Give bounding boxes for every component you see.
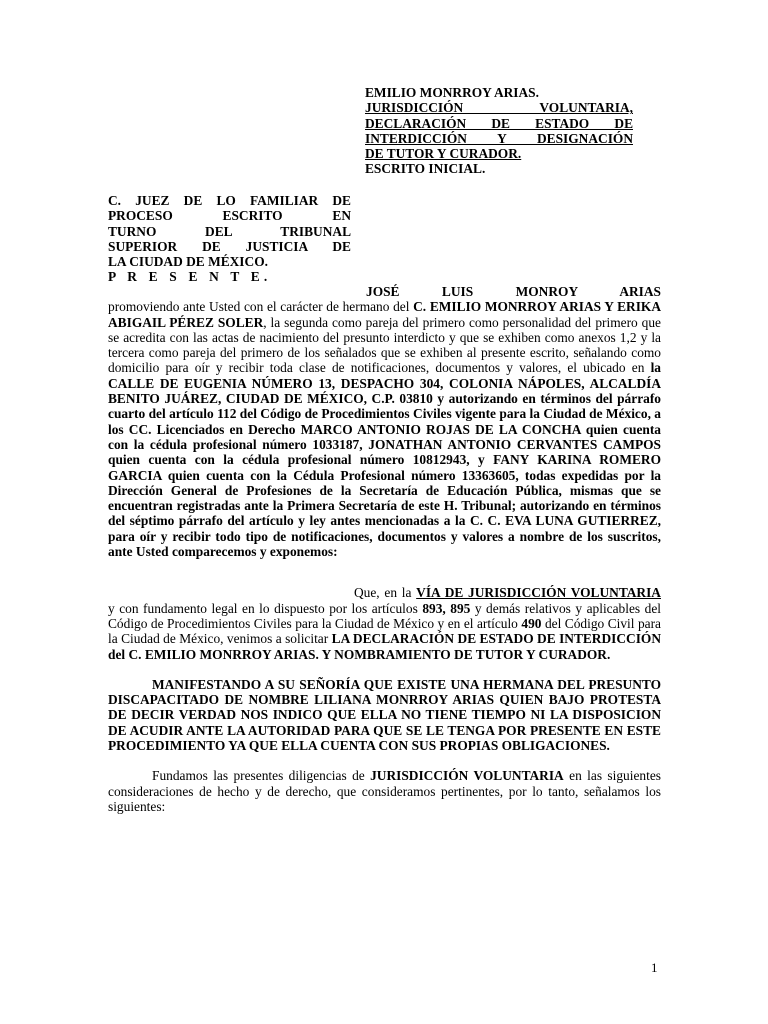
paragraph-bold-text: 490 [521,615,542,631]
paragraph-bold-text: la CALLE DE EUGENIA NÚMERO 13, DESPACHO 304, COLONIA NÁPOLES, ALCALDÍA BENITO JUÁREZ, CIUDAD DE MÉXICO, C.P. 03810 y autorizando en términos del párrafo cuarto del artículo 112 del Código de Procedimientos Civiles vigente para la Ciudad de México, a los CC. Licenciados en Derecho MARCO ANTONIO ROJAS DE LA CONCHA quien cuenta con la cédula profesional número 1033187, JONATHAN ANTONIO CERVANTES CAMPOS quien cuenta con la cédula profesional número 10812943, y FANY KARINA ROMERO GARCIA quien cuenta con la Cédula Profesional número 13363605, todas expedidas por la Dirección General de Profesiones de la Secretaría de Educación Pública, mismas que se encuentran registradas ante la Primera Secretaría de este H. Tribunal; autorizando en términos del séptimo párrafo del artículo y ley antes mencionadas a la C. C. EVA LUNA GUTIERREZ, para oír y recibir todo tipo de notificaciones, documentos y valores a nombre de los suscritos, ante Usted comparecemos y exponemos: [108,360,661,560]
header-document-type: ESCRITO INICIAL. [365,161,486,177]
header-party-name: EMILIO MONRROY ARIAS. [365,85,539,100]
promovente-name: JOSÉ LUIS MONROY ARIAS [366,284,661,299]
addressee-line: PROCESO ESCRITO EN [108,208,351,224]
addressee-block [108,193,351,285]
addressee-line: SUPERIOR DE JUSTICIA DE [108,238,351,254]
page-number: 1 [651,960,658,975]
paragraph-text: , la segunda como pareja del primero como personalidad del primero que se acredita con las actas de nacimiento del presunto interdicto y que se exhiben como anexos 1,2 y la tercera como pareja del primero de los señalados que se exhiben al presente escrito, señalando como domicilio para oír y recibir toda clase de notificaciones, documentos y valores, el ubicado en [108,314,662,376]
addressee-line: TURNO DEL TRIBUNAL [108,223,351,239]
paragraph-text: del Código Civil para la Ciudad de México, venimos a solicitar [108,615,662,647]
paragraph-manifestacion: MANIFESTANDO A SU SEÑORÍA QUE EXISTE UNA HERMANA DEL PRESUNTO DISCAPACITADO DE NOMBRE LILIANA MONRROY ARIAS QUIEN BAJO PROTESTA DE DECIR VERDAD NOS INDICO QUE ELLA NO TIENE TIEMPO NI LA DISPOSICION DE ACUDIR ANTE LA AUTORIDAD PARA QUE SE LE TENGA POR PRESENTE EN ESTE PROCEDIMIENTO YA QUE ELLA CUENTA CON SUS PROPIAS OBLIGACIONES. [108,676,661,754]
paragraph-text: y con fundamento legal en lo dispuesto por los artículos [108,600,423,616]
paragraph-text: promoviendo ante Usted con el carácter de hermano del [108,299,414,315]
header-declaration-line: DECLARACIÓN DE ESTADO DE [365,115,633,131]
paragraph-bold-text: LA DECLARACIÓN DE ESTADO DE INTERDICCIÓN del C. EMILIO MONRROY ARIAS. Y NOMBRAMIENTO DE TUTOR Y CURADOR. [108,631,661,662]
paragraph-solicitud [108,585,661,661]
paragraph-promovente [108,284,661,559]
case-header [365,85,633,177]
header-interdiction-line: INTERDICCIÓN Y DESIGNACIÓN [365,130,633,146]
addressee-line: LA CIUDAD DE MÉXICO. [108,254,268,270]
paragraph-bold-text: JURISDICCIÓN VOLUNTARIA [370,768,564,784]
addressee-presente: P R E S E N T E. [108,269,272,285]
document-body [108,284,661,814]
header-tutor-line: DE TUTOR Y CURADOR. [365,146,522,162]
paragraph-fundamento [108,768,661,814]
paragraph-bold-text: 893, 895 [422,600,471,616]
paragraph-text: Fundamos las presentes diligencias de [152,768,371,784]
paragraph-text: Que, en la [354,585,417,601]
paragraph-bold-text: C. EMILIO MONRROY ARIAS Y ERIKA ABIGAIL PÉREZ SOLER [108,299,661,330]
paragraph-text: en las siguientes consideraciones de hecho y de derecho, que consideramos pertinentes, por lo tanto, señalamos los siguientes: [108,768,661,814]
paragraph-text: y demás relativos y aplicables del Código de Procedimientos Civiles para la Ciudad de México y en el artículo [108,600,661,631]
header-procedure-type: JURISDICCIÓN VOLUNTARIA, [365,100,633,116]
addressee-line: C. JUEZ DE LO FAMILIAR DE [108,193,351,208]
paragraph-bold-underlined-text: VÍA DE JURISDICCIÓN VOLUNTARIA [416,585,661,601]
